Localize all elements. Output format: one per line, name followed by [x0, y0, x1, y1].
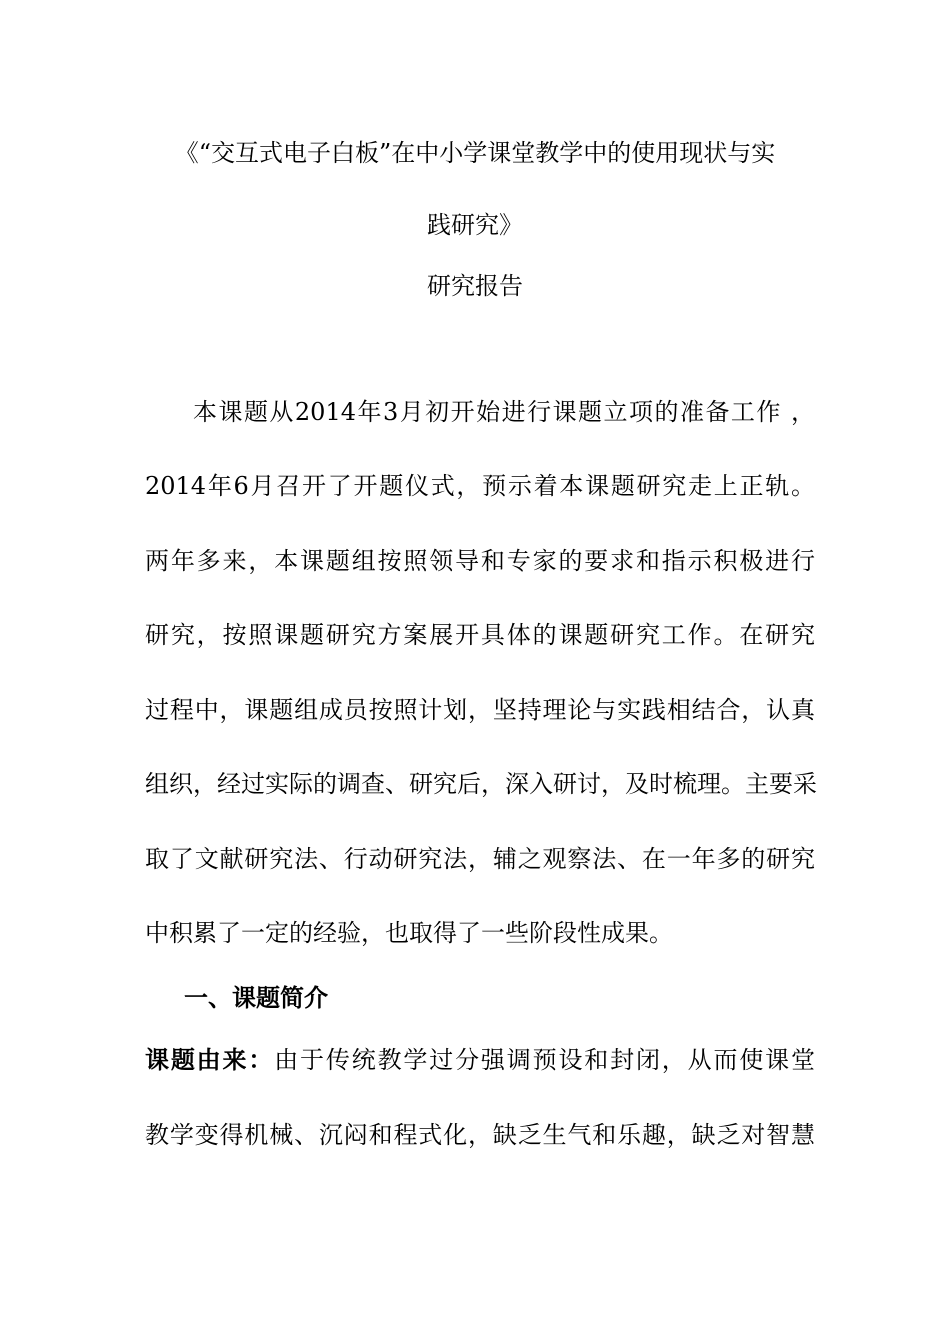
- intro-paragraph-line: 2014年6月召开了开题仪式，预示着本课题研究走上正轨。: [145, 472, 815, 500]
- intro-paragraph-line: 两年多来，本课题组按照领导和专家的要求和指示积极进行: [145, 547, 815, 575]
- intro-paragraph-line: 中积累了一定的经验，也取得了一些阶段性成果。: [145, 919, 673, 947]
- section-lead-text: 由于传统教学过分强调预设和封闭，从而使课堂: [274, 1046, 816, 1074]
- section-lead-label: 课题由来：: [145, 1046, 275, 1074]
- intro-paragraph-line: 研究，按照课题研究方案展开具体的课题研究工作。在研究: [145, 621, 815, 649]
- intro-paragraph-line: 取了文献研究法、行动研究法，辅之观察法、在一年多的研究: [145, 845, 815, 873]
- intro-paragraph-line: 本课题从2014年3月初开始进行课题立项的准备工作 ，: [193, 398, 815, 426]
- document-subtitle: 研究报告: [427, 272, 523, 300]
- section-paragraph-line: [145, 1045, 815, 1075]
- intro-paragraph-line: 过程中，课题组成员按照计划，坚持理论与实践相结合，认真: [145, 696, 815, 724]
- section-paragraph-line: 教学变得机械、沉闷和程式化，缺乏生气和乐趣，缺乏对智慧: [145, 1121, 815, 1149]
- document-title-line-2: 践研究》: [427, 211, 523, 239]
- section-heading: 一、课题简介: [184, 984, 328, 1012]
- document-title-line-1: 《“交互式电子白板”在中小学课堂教学中的使用现状与实: [174, 139, 776, 167]
- intro-paragraph-line: 组织，经过实际的调查、研究后，深入研讨，及时梳理。主要采: [145, 770, 817, 798]
